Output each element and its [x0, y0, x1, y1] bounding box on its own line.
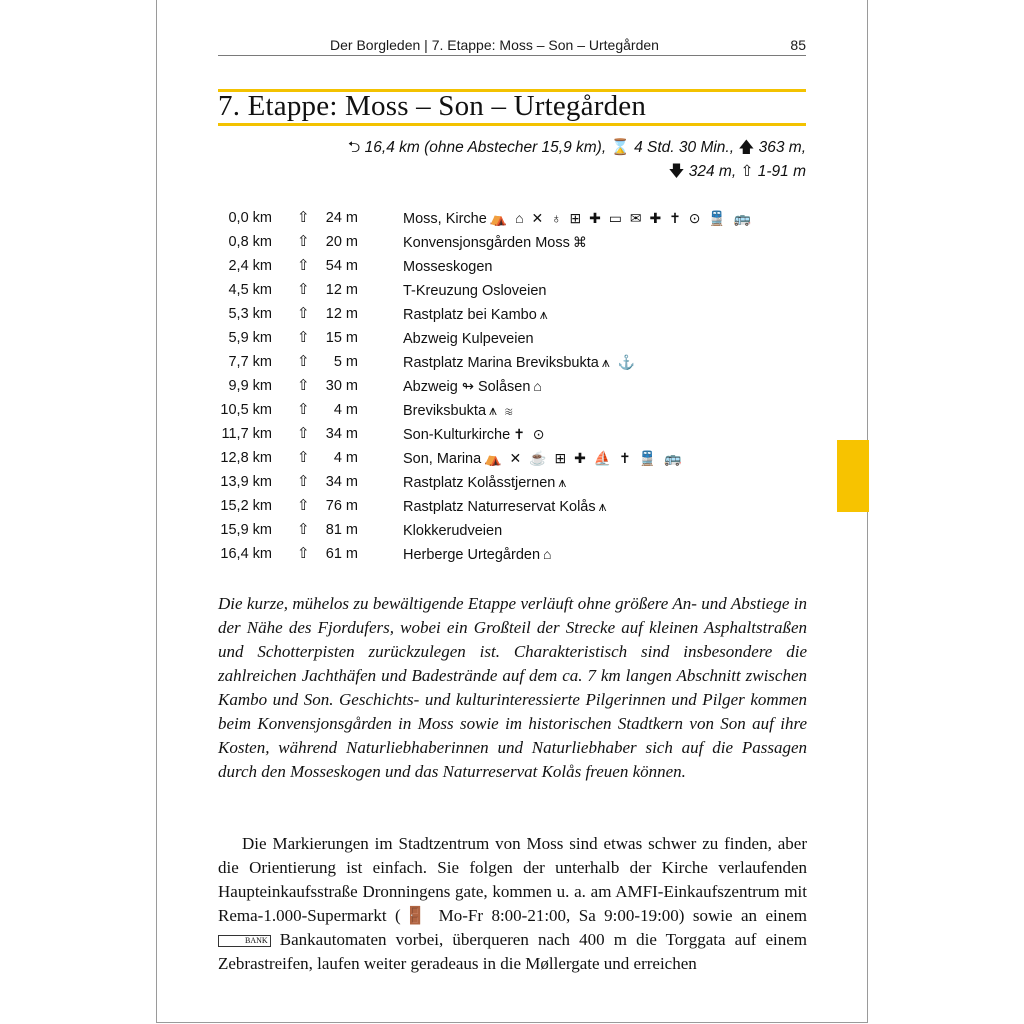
stage-altitude: 4 m: [333, 402, 358, 418]
stage-km: 12,8 km: [220, 450, 272, 466]
stage-km: 0,0 km: [228, 210, 272, 226]
stage-place-wrap: [403, 402, 515, 419]
stage-place: Abzweig ↬ Solåsen: [403, 379, 531, 395]
table-row: [218, 470, 818, 494]
stage-place-wrap: [403, 282, 549, 299]
table-row: [218, 326, 818, 350]
stage-km: 13,9 km: [220, 474, 272, 490]
page-number: 85: [790, 37, 806, 53]
table-row: [218, 446, 818, 470]
stage-place: Mosseskogen: [403, 259, 493, 275]
stage-stats: [348, 136, 806, 184]
stage-altitude: 34 m: [325, 426, 358, 442]
table-row: [218, 350, 818, 374]
running-title: Der Borgleden | 7. Etappe: Moss – Son – Urtegården: [330, 37, 659, 53]
stage-altitude: 20 m: [325, 234, 358, 250]
table-row: [218, 518, 818, 542]
stage-altitude: 24 m: [325, 210, 358, 226]
stage-place: Rastplatz Marina Breviksbukta: [403, 355, 599, 371]
stage-place: T-Kreuzung Osloveien: [403, 283, 547, 299]
thumb-tab: [837, 440, 869, 512]
stage-km: 0,8 km: [228, 234, 272, 250]
stage-place-wrap: [403, 354, 637, 371]
stage-place-wrap: [403, 330, 537, 347]
table-row: [218, 278, 818, 302]
stage-facility-icons: ⌂: [533, 378, 544, 394]
bank-icon: BANK: [218, 935, 271, 947]
descent-arrow-icon: 🡇: [668, 163, 685, 180]
header-rule: [218, 55, 806, 56]
stage-altitude: 76 m: [325, 498, 358, 514]
descent-text: 324 m,: [688, 163, 737, 180]
table-row: [218, 542, 818, 566]
stage-facility-icons: ⩚: [598, 498, 609, 514]
stage-place-wrap: [403, 426, 547, 443]
altitude-arrow-icon: ⇧: [297, 257, 310, 274]
stage-facility-icons: ⛺ ⌂ ✕ ♁ ⊞ ✚ ▭ ✉ ✚ ✝ ⊙ 🚆 🚌: [489, 210, 754, 226]
running-head: [330, 36, 806, 56]
stage-km: 4,5 km: [228, 282, 272, 298]
table-row: [218, 398, 818, 422]
stage-altitude: 5 m: [333, 354, 358, 370]
stage-place-wrap: [403, 234, 589, 251]
stage-km: 5,3 km: [228, 306, 272, 322]
altitude-arrow-icon: ⇧: [297, 401, 310, 418]
stage-place: Son, Marina: [403, 451, 482, 467]
body-part-3: Bankautomaten vorbei, überqueren nach 400 m die Torggata auf einem Zebrastreifen, laufen weiter geradeaus in die Møllergate und erreichen: [218, 930, 808, 973]
stage-place-wrap: [403, 306, 550, 323]
altitude-arrow-icon: ⇧: [297, 233, 310, 250]
stage-place: Konvensjonsgården Moss: [403, 235, 570, 251]
stage-facility-icons: ✝ ⊙: [513, 426, 547, 442]
stage-altitude: 12 m: [325, 282, 358, 298]
stage-altitude: 61 m: [325, 546, 358, 562]
table-row: [218, 254, 818, 278]
stage-km: 16,4 km: [220, 546, 272, 562]
title-rule-bottom: [218, 123, 806, 126]
table-row: [218, 206, 818, 230]
altitude-arrow-icon: ⇧: [297, 497, 310, 514]
altitude-arrow-icon: ⇧: [297, 209, 310, 226]
stage-table: [218, 206, 818, 566]
body-paragraph: [218, 832, 807, 976]
stage-place: Son-Kulturkirche: [403, 427, 511, 443]
altitude-arrow-icon: ⇧: [297, 353, 310, 370]
stage-place: Herberge Urtegården: [403, 547, 541, 563]
stage-km: 15,9 km: [220, 522, 272, 538]
stage-place-wrap: [403, 378, 544, 395]
stage-facility-icons: ⌂: [543, 546, 554, 562]
altitude-arrow-icon: ⇧: [297, 473, 310, 490]
table-row: [218, 494, 818, 518]
stage-place: Breviksbukta: [403, 403, 487, 419]
duration-text: 4 Std. 30 Min.,: [634, 139, 735, 156]
stage-place: Moss, Kirche: [403, 211, 487, 227]
stage-place-wrap: [403, 498, 609, 515]
table-row: [218, 422, 818, 446]
stage-altitude: 54 m: [325, 258, 358, 274]
table-row: [218, 230, 818, 254]
stage-km: 11,7 km: [221, 426, 272, 442]
altitude-arrow-icon: ⇧: [297, 377, 310, 394]
stage-altitude: 30 m: [325, 378, 358, 394]
stage-place-wrap: [403, 474, 568, 491]
hourglass-icon: ⌛: [610, 139, 630, 156]
body-part-2: ) sowie an einem: [678, 906, 808, 925]
stage-place: Klokkerudveien: [403, 523, 503, 539]
body-part-1: Die Markierungen im Stadtzentrum von Moss sind etwas schwer zu finden, aber die Orientierung ist einfach. Sie folgen der unterhalb der Kirche verlaufenden Haupteinkaufsstraße Dronningens gate, kommen u. a. am AMFI-Einkaufszentrum mit Rema-1.000-Supermarkt (: [218, 834, 807, 925]
body-text: [218, 832, 807, 976]
ascent-arrow-icon: 🡅: [738, 139, 755, 156]
stage-km: 2,4 km: [228, 258, 272, 274]
altitude-text: 1-91 m: [757, 163, 806, 180]
altitude-arrow-icon: ⇧: [297, 329, 310, 346]
table-row: [218, 302, 818, 326]
door-icon: 🚪: [400, 906, 431, 925]
stage-facility-icons: ⩚: [558, 474, 569, 490]
altitude-arrow-icon: ⇧: [297, 281, 310, 298]
stage-altitude: 15 m: [325, 330, 358, 346]
stage-place-wrap: [403, 546, 554, 563]
stage-altitude: 4 m: [333, 450, 358, 466]
stage-km: 15,2 km: [220, 498, 272, 514]
stage-km: 9,9 km: [228, 378, 272, 394]
stage-place-wrap: [403, 450, 683, 467]
altitude-arrow-icon: ⇧: [297, 545, 310, 562]
stage-place: Rastplatz bei Kambo: [403, 307, 537, 323]
altitude-arrow-icon: ⇧: [297, 305, 310, 322]
stage-km: 10,5 km: [220, 402, 272, 418]
stage-place-wrap: [403, 258, 495, 275]
stage-facility-icons: ⌘: [572, 234, 589, 250]
stage-altitude: 12 m: [325, 306, 358, 322]
altitude-arrow-icon: ⇧: [297, 449, 310, 466]
stage-place: Rastplatz Kolåsstjernen: [403, 475, 556, 491]
stage-altitude: 34 m: [325, 474, 358, 490]
stage-facility-icons: ⩚: [539, 306, 550, 322]
stage-km: 5,9 km: [228, 330, 272, 346]
stage-facility-icons: ⛺ ✕ ☕ ⊞ ✚ ⛵ ✝ 🚆 🚌: [484, 450, 684, 466]
stage-place-wrap: [403, 522, 505, 539]
altitude-arrow-icon: ⇧: [297, 425, 310, 442]
intro-paragraph: Die kurze, mühelos zu bewältigende Etappe verläuft ohne größere An- und Abstiege in der Nähe des Fjordufers, wobei ein Großteil der Strecke auf kleinen Asphaltstraßen und Schotterpisten zurückzulegen ist. Charakteristisch sind insbesondere die zahlreichen Jachthäfen und Badestrände auf dem ca. 7 km langen Abschnitt zwischen Kambo und Son. Geschichts- und kulturinteressierte Pilgerinnen und Pilger kommen beim Konvensjonsgården in Moss sowie im historischen Stadtkern von Son auf ihre Kosten, während Naturliebhaberinnen und Naturliebhaber sich auf die Passagen durch den Mosseskogen und das Naturreservat Kolås freuen können.: [218, 594, 807, 781]
stage-altitude: 81 m: [325, 522, 358, 538]
table-row: [218, 374, 818, 398]
distance-text: 16,4 km (ohne Abstecher 15,9 km),: [364, 139, 607, 156]
stage-place: Rastplatz Naturreservat Kolås: [403, 499, 596, 515]
stage-place-wrap: [403, 210, 753, 227]
stage-facility-icons: ⩚ ≋: [489, 402, 515, 418]
altitude-icon: ⇧: [740, 163, 754, 180]
chapter-title: 7. Etappe: Moss – Son – Urtegården: [218, 90, 647, 122]
stage-place: Abzweig Kulpeveien: [403, 331, 534, 347]
loop-icon: ⮌: [347, 139, 361, 156]
stage-facility-icons: ⩚ ⚓: [601, 354, 638, 370]
stage-km: 7,7 km: [228, 354, 272, 370]
altitude-arrow-icon: ⇧: [297, 521, 310, 538]
opening-hours: Mo-Fr 8:00-21:00, Sa 9:00-19:00: [438, 906, 679, 925]
ascent-text: 363 m,: [758, 139, 806, 156]
